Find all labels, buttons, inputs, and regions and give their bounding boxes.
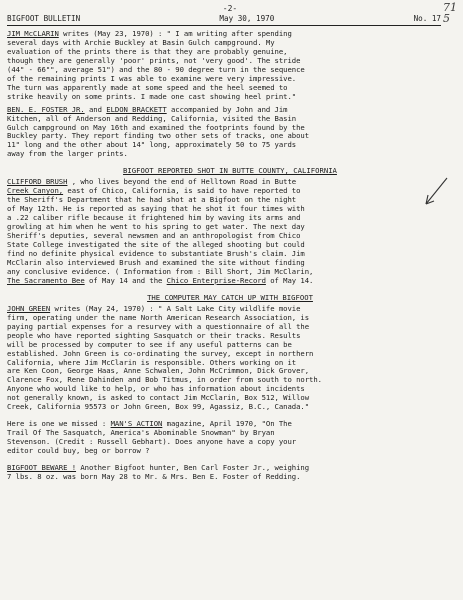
text-segment: Here is one we missed : xyxy=(7,419,111,429)
underlined-text: JIM McCLARIN xyxy=(7,29,59,38)
text-segment: will be processed by computer to see if any useful patterns can be xyxy=(7,339,292,349)
text-line xyxy=(7,150,453,159)
text-segment: , who lives beyond the end of Helltown Road in Butte xyxy=(67,177,297,187)
text-segment: Buckley party. They report finding two other sets of tracks, one about xyxy=(7,131,310,141)
text-segment: are Ken Coon, George Haas, Anne Schwalen, John McCrimmon, Dick Grover, xyxy=(7,366,310,376)
text-line xyxy=(7,473,453,482)
underlined-text: The Sacramento Bee xyxy=(7,275,85,285)
text-segment: Gulch campground on May 16th and examined the footprints found by the xyxy=(7,122,305,132)
text-segment: California, where Jim McClarin is responsible. Others working on it xyxy=(7,357,297,367)
text-segment: of May 14 and the xyxy=(84,275,167,285)
text-segment: away from the larger prints. xyxy=(7,149,128,159)
underlined-text: Chico Enterprise-Record xyxy=(166,275,266,285)
text-segment: The turn was apparently made at some speed and the heel seemed to xyxy=(7,82,288,92)
text-segment: established. John Green is co-ordinating the survey, except in northern xyxy=(7,348,314,358)
underlined-text: BEN. E. FOSTER JR. xyxy=(7,104,85,114)
header-date: May 30, 1970 xyxy=(219,14,275,23)
text-segment: strike heavily on some prints. I made one cast showing heel print." xyxy=(7,91,297,101)
text-segment: the Sheriff's Department that he had shot at a Bigfoot on the night xyxy=(7,195,297,205)
text-segment: Kitchen, all of Anderson and Redding, California, visited the Basin xyxy=(7,113,297,123)
text-segment: State College investigated the site of the alleged shooting but could xyxy=(7,240,305,250)
text-segment: several days with Archie Buckley at Basin Gulch campground. My xyxy=(7,37,275,47)
text-segment: though they are generally 'poor' prints, not 'very good'. The stride xyxy=(7,55,301,65)
text-segment: Another Bigfoot hunter, Ben Carl Foster Jr., weighing xyxy=(76,463,310,473)
text-segment: writes (May 23, 1970) : " I am writing after spending xyxy=(58,29,292,38)
text-segment: east of Chico, California, is said to have reported to xyxy=(63,186,301,196)
paragraph-john-green xyxy=(7,305,453,412)
underlined-text: CLIFFORD BRUSH xyxy=(7,177,68,187)
text-segment: McClarin also interviewed Brush and examined the site without finding xyxy=(7,257,305,267)
text-segment: Sheriff's deputies, several newsmen and an anthropologist from Chico xyxy=(7,231,301,241)
text-segment: Creek, California 95573 or John Green, Box 99, Agassiz, B.C., Canada." xyxy=(7,402,310,412)
underlined-text: Creek Canyon, xyxy=(7,186,64,196)
text-segment: accompanied by John and Jim xyxy=(166,104,288,114)
paragraph-mans-action xyxy=(7,420,453,456)
section-heading-butte-county: BIGFOOT REPORTED SHOT IN BUTTE COUNTY, CALIFORNIA xyxy=(123,166,337,176)
text-segment: magazine, April 1970, "On The xyxy=(162,419,292,429)
text-line xyxy=(7,93,453,102)
text-segment: writes (May 24, 1970) : " A Salt Lake City wildlife movie xyxy=(50,303,301,313)
text-segment: Anyone who would like to help, or who has information about incidents xyxy=(7,384,305,394)
text-segment: growling at him when he went to his spring to get water. The next day xyxy=(7,222,305,232)
text-segment: evaluation of the prints there is that they are probably genuine, xyxy=(7,46,288,56)
underlined-text: JOHN GREEN xyxy=(7,303,51,313)
text-segment: of May 12th. He is reported as saying that he shot it four times with xyxy=(7,204,305,214)
text-segment: Clarence Fox, Rene Dahinden and Bob Titmus, in order from south to north. xyxy=(7,375,322,385)
text-line xyxy=(7,447,453,456)
text-segment: Stevenson. (Credit : Russell Gebhart). Does anyone have a copy your xyxy=(7,437,297,447)
paragraph-mcclarin-letter xyxy=(7,30,453,102)
text-segment: any conclusive evidence. ( Information from : Bill Short, Jim McClarin, xyxy=(7,266,314,276)
text-segment: and xyxy=(84,104,107,114)
header-title: BIGFOOT BULLETIN xyxy=(7,14,81,23)
bulletin-header xyxy=(7,14,441,26)
header-issue: No. 17 xyxy=(413,14,441,23)
underlined-text: ELDON BRACKETT xyxy=(106,104,167,114)
underlined-text: MAN'S ACTION xyxy=(110,419,163,429)
text-segment: Trail Of The Sasquatch, America's Abominable Snowman" by Bryan xyxy=(7,428,275,438)
handwritten-arrow-icon xyxy=(420,176,450,210)
text-segment: (44" - 66"", average 51") and the 80 - 90 degree turn in the sequence xyxy=(7,64,305,74)
text-segment: people who have reported sighting Sasquatch or their tracks. Results xyxy=(7,330,301,340)
paragraph-foster-brackett xyxy=(7,106,453,160)
page-number: -2- xyxy=(222,4,238,13)
paragraph-clifford-brush xyxy=(7,178,453,285)
text-segment: of May 14. xyxy=(265,275,314,285)
paragraph-bigfoot-beware xyxy=(7,464,453,482)
text-segment: not generally known, is asked to contact Jim McClarin, Box 512, Willow xyxy=(7,393,310,403)
text-line xyxy=(7,277,453,286)
section-heading-computer: THE COMPUTER MAY CATCH UP WITH BIGFOOT xyxy=(147,292,313,302)
text-segment: firm, operating under the name North American Research Association, is xyxy=(7,312,310,322)
underlined-text: BIGFOOT BEWARE ! xyxy=(7,463,77,473)
text-segment: of the remaining prints I was able to examine were very impressive. xyxy=(7,73,297,83)
text-segment: paying partial expenses for a resurvey with a questionnaire of all the xyxy=(7,321,310,331)
text-segment: 11" long and the other about 14" long, approximately 50 to 75 yards xyxy=(7,140,297,150)
handwritten-corner-mark: 71 5 xyxy=(443,1,457,25)
text-segment: a .22 caliber rifle because it frightened him by waving its arms and xyxy=(7,213,301,223)
text-segment: editor could buy, beg or borrow ? xyxy=(7,446,150,456)
text-line xyxy=(7,403,453,412)
text-segment: 7 lbs. 8 oz. was born May 28 to Mr. & Mrs. Ben E. Foster of Redding. xyxy=(7,471,301,481)
text-segment: find no definite physical evidence to substantiate Brush's claim. Jim xyxy=(7,248,305,258)
